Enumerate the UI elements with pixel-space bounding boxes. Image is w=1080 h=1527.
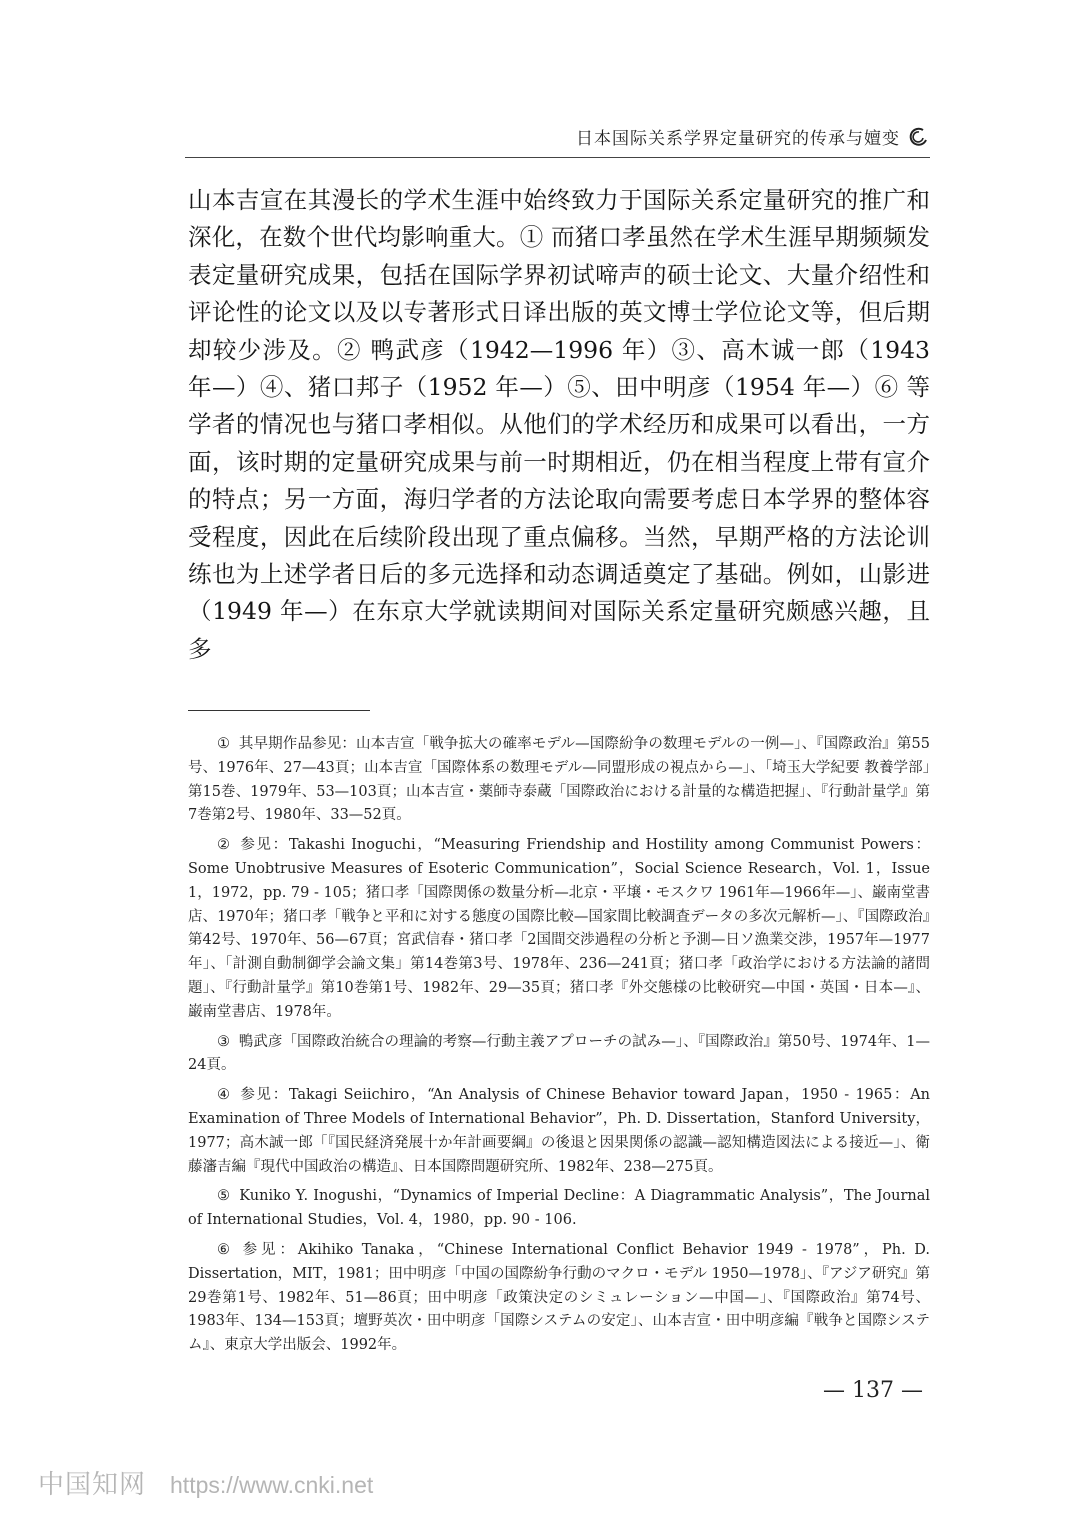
footnote-marker: ④ <box>217 1087 232 1104</box>
footnote-1 <box>188 733 930 828</box>
footnote-marker: ⑥ <box>217 1241 234 1258</box>
footnote-text: 参见：Takagi Seiichiro，“An Analysis of Chinese Behavior toward Japan，1950 - 1965：An Examination of Three Models of International Behavior”，Ph. D. Dissertation，Stanford University，1977；高木誠一郎「『国民経済発展十か年計画要綱』の後退と因果関係の認識—認知構造図法による接近—」、衛藤瀋吉編『現代中国政治の構造』、日本国際問題研究所、1982年、238—275頁。 <box>188 1087 931 1175</box>
footnote-text: Kuniko Y. Inogushi，“Dynamics of Imperial Decline：A Diagrammatic Analysis”，The Journal of International Studies，Vol. 4，1980，pp. 90 - 106. <box>188 1188 931 1229</box>
footnote-text: 鴨武彦「国際政治統合の理論的考察—行動主義アプローチの試み—」、『国際政治』第50号、1974年、1—24頁。 <box>188 1033 931 1074</box>
footnote-3 <box>188 1031 930 1079</box>
footnote-text: 其早期作品参见：山本吉宣「戦争拡大の確率モデル—国際紛争の数理モデルの一例—」、『国際政治』第55号、1976年、27—43頁；山本吉宣「国際体系の数理モデル—同盟形成の視点から—」、「埼玉大学紀要 教養学部」第15巻、1979年、53—103頁；山本吉宣・薬師寺泰蔵「国際政治における計量的な構造把握」、『行動計量学』第7巻第2号、1980年、33—52頁。 <box>188 736 931 824</box>
watermark-url[interactable]: https://www.cnki.net <box>170 1472 374 1498</box>
footnote-separator <box>188 710 370 711</box>
running-head-title: 日本国际关系学界定量研究的传承与嬗变 <box>576 129 900 149</box>
watermark-name: 中国知网 <box>38 1469 147 1499</box>
page-number: — 137 — <box>823 1378 923 1403</box>
footnote-6 <box>188 1239 930 1358</box>
footnote-text: 参见：Takashi Inoguchi，“Measuring Friendship and Hostility among Communist Powers：Some Unobtrusive Measures of Esoteric Communication”，Social Science Research，Vol. 1，Issue 1，1972，pp. 79 - 105；猪口孝「国際関係の数量分析—北京・平壌・モスクワ 1961年—1966年—」、巌南堂書店、1970年；猪口孝「戦争と平和に対する態度の国際比較—国家間比較調査データの多次元解析—」、『国際政治』第42号、1970年、56—67頁；宮武信春・猪口孝「2国間交渉過程の分析と予測—日ソ漁業交渉，1957年—1977年」、「計測自動制御学会論文集」第14巻第3号、1978年、236—241頁；猪口孝「政治学における方法論的諸問題」、『行動計量学』第10巻第1号、1982年、29—35頁；猪口孝『外交態様の比較研究—中国・英国・日本—』、巌南堂書店、1978年。 <box>188 837 931 1020</box>
footnote-marker: ⑤ <box>217 1188 231 1205</box>
footnote-4 <box>188 1084 930 1179</box>
header-rule <box>185 157 930 158</box>
footnote-marker: ③ <box>217 1033 231 1050</box>
footnote-5 <box>188 1185 930 1233</box>
footnote-text: 参见：Akihiko Tanaka，“Chinese International Conflict Behavior 1949 - 1978”，Ph. D. Dissertation，MIT，1981；田中明彦「中国の国際紛争行動のマクロ・モデル 1950—1978」、『アジア研究』第29巻第1号、1982年、51—86頁；田中明彦「政策決定のシミュレーション—中国—」、『国際政治』第74号、1983年、134—153頁；壇野英次・田中明彦「国際システムの安定」、山本吉宣・田中明彦編『戦争と国際システム』、東京大学出版会、1992年。 <box>188 1241 930 1354</box>
body-paragraph: 山本吉宣在其漫长的学术生涯中始终致力于国际关系定量研究的推广和深化，在数个世代均影响重大。① 而猪口孝虽然在学术生涯早期频频发表定量研究成果，包括在国际学界初试啼声的硕士论文、大量介绍性和评论性的论文以及以专著形式日译出版的英文博士学位论文等，但后期却较少涉及。② 鸭武彦（1942—1996 年）③、高木诚一郎（1943 年—）④、猪口邦子（1952 年—）⑤、田中明彦（1954 年—）⑥ 等学者的情况也与猪口孝相似。从他们的学术经历和成果可以看出，一方面，该时期的定量研究成果与前一时期相近，仍在相当程度上带有宣介的特点；另一方面，海归学者的方法论取向需要考虑日本学界的整体容受程度，因此在后续阶段出现了重点偏移。当然，早期严格的方法论训练也为上述学者日后的多元选择和动态调适奠定了基础。例如，山影进（1949 年—）在东京大学就读期间对国际关系定量研究颇感兴趣，且多 <box>188 186 930 663</box>
running-head <box>576 124 930 149</box>
footnote-marker: ② <box>217 837 232 854</box>
footnote-2 <box>188 834 930 1024</box>
cnki-watermark <box>38 1464 373 1501</box>
journal-logo-icon <box>908 126 930 148</box>
footnotes-section <box>188 733 930 1364</box>
footnote-marker: ① <box>217 736 231 752</box>
